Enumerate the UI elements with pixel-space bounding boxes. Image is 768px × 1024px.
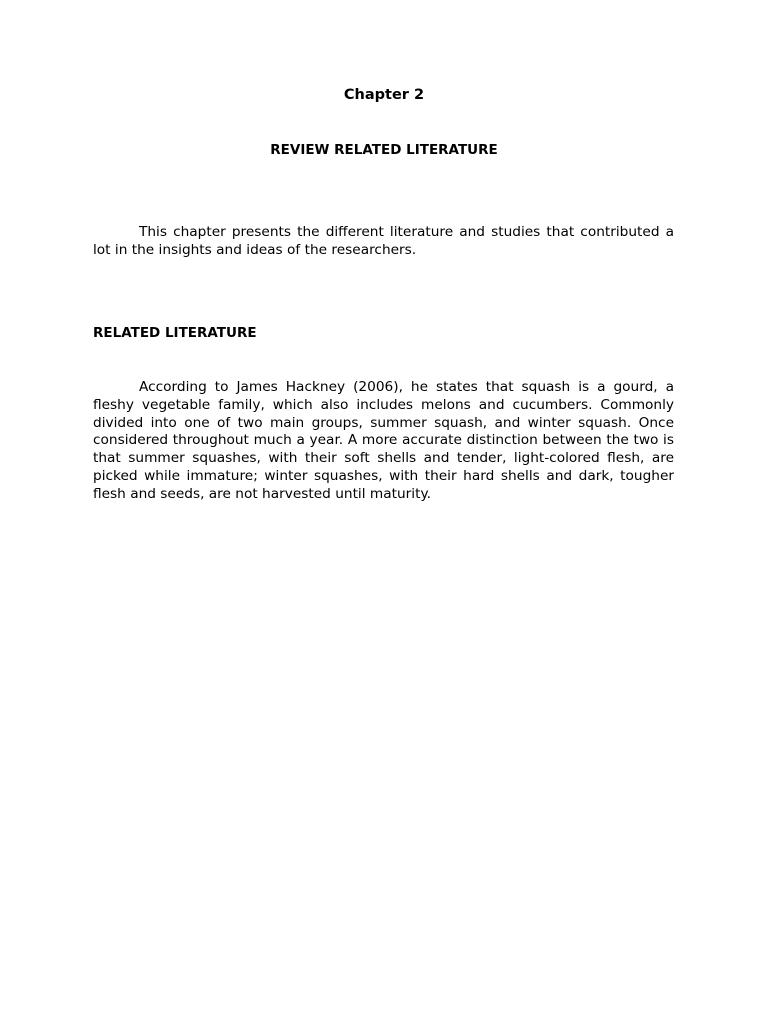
- section-title: REVIEW RELATED LITERATURE: [270, 142, 498, 158]
- subheading-related-literature: RELATED LITERATURE: [93, 325, 257, 341]
- body-paragraph: According to James Hackney (2006), he states that squash is a gourd, a fleshy vegetable family, which also includes melons and cucumbers. Commonly divided into one of two main groups, summer squash, and winter squash. Once considered throughout much a year. A more accurate distinction between the two is that summer squashes, with their soft shells and tender, light-colored flesh, are picked while immature; winter squashes, with their hard shells and dark, tougher flesh and seeds, are not harvested until maturity.: [93, 379, 674, 502]
- intro-paragraph: This chapter presents the different literature and studies that contributed a lot in the insights and ideas of the researchers.: [93, 224, 674, 258]
- chapter-title: Chapter 2: [343, 87, 425, 103]
